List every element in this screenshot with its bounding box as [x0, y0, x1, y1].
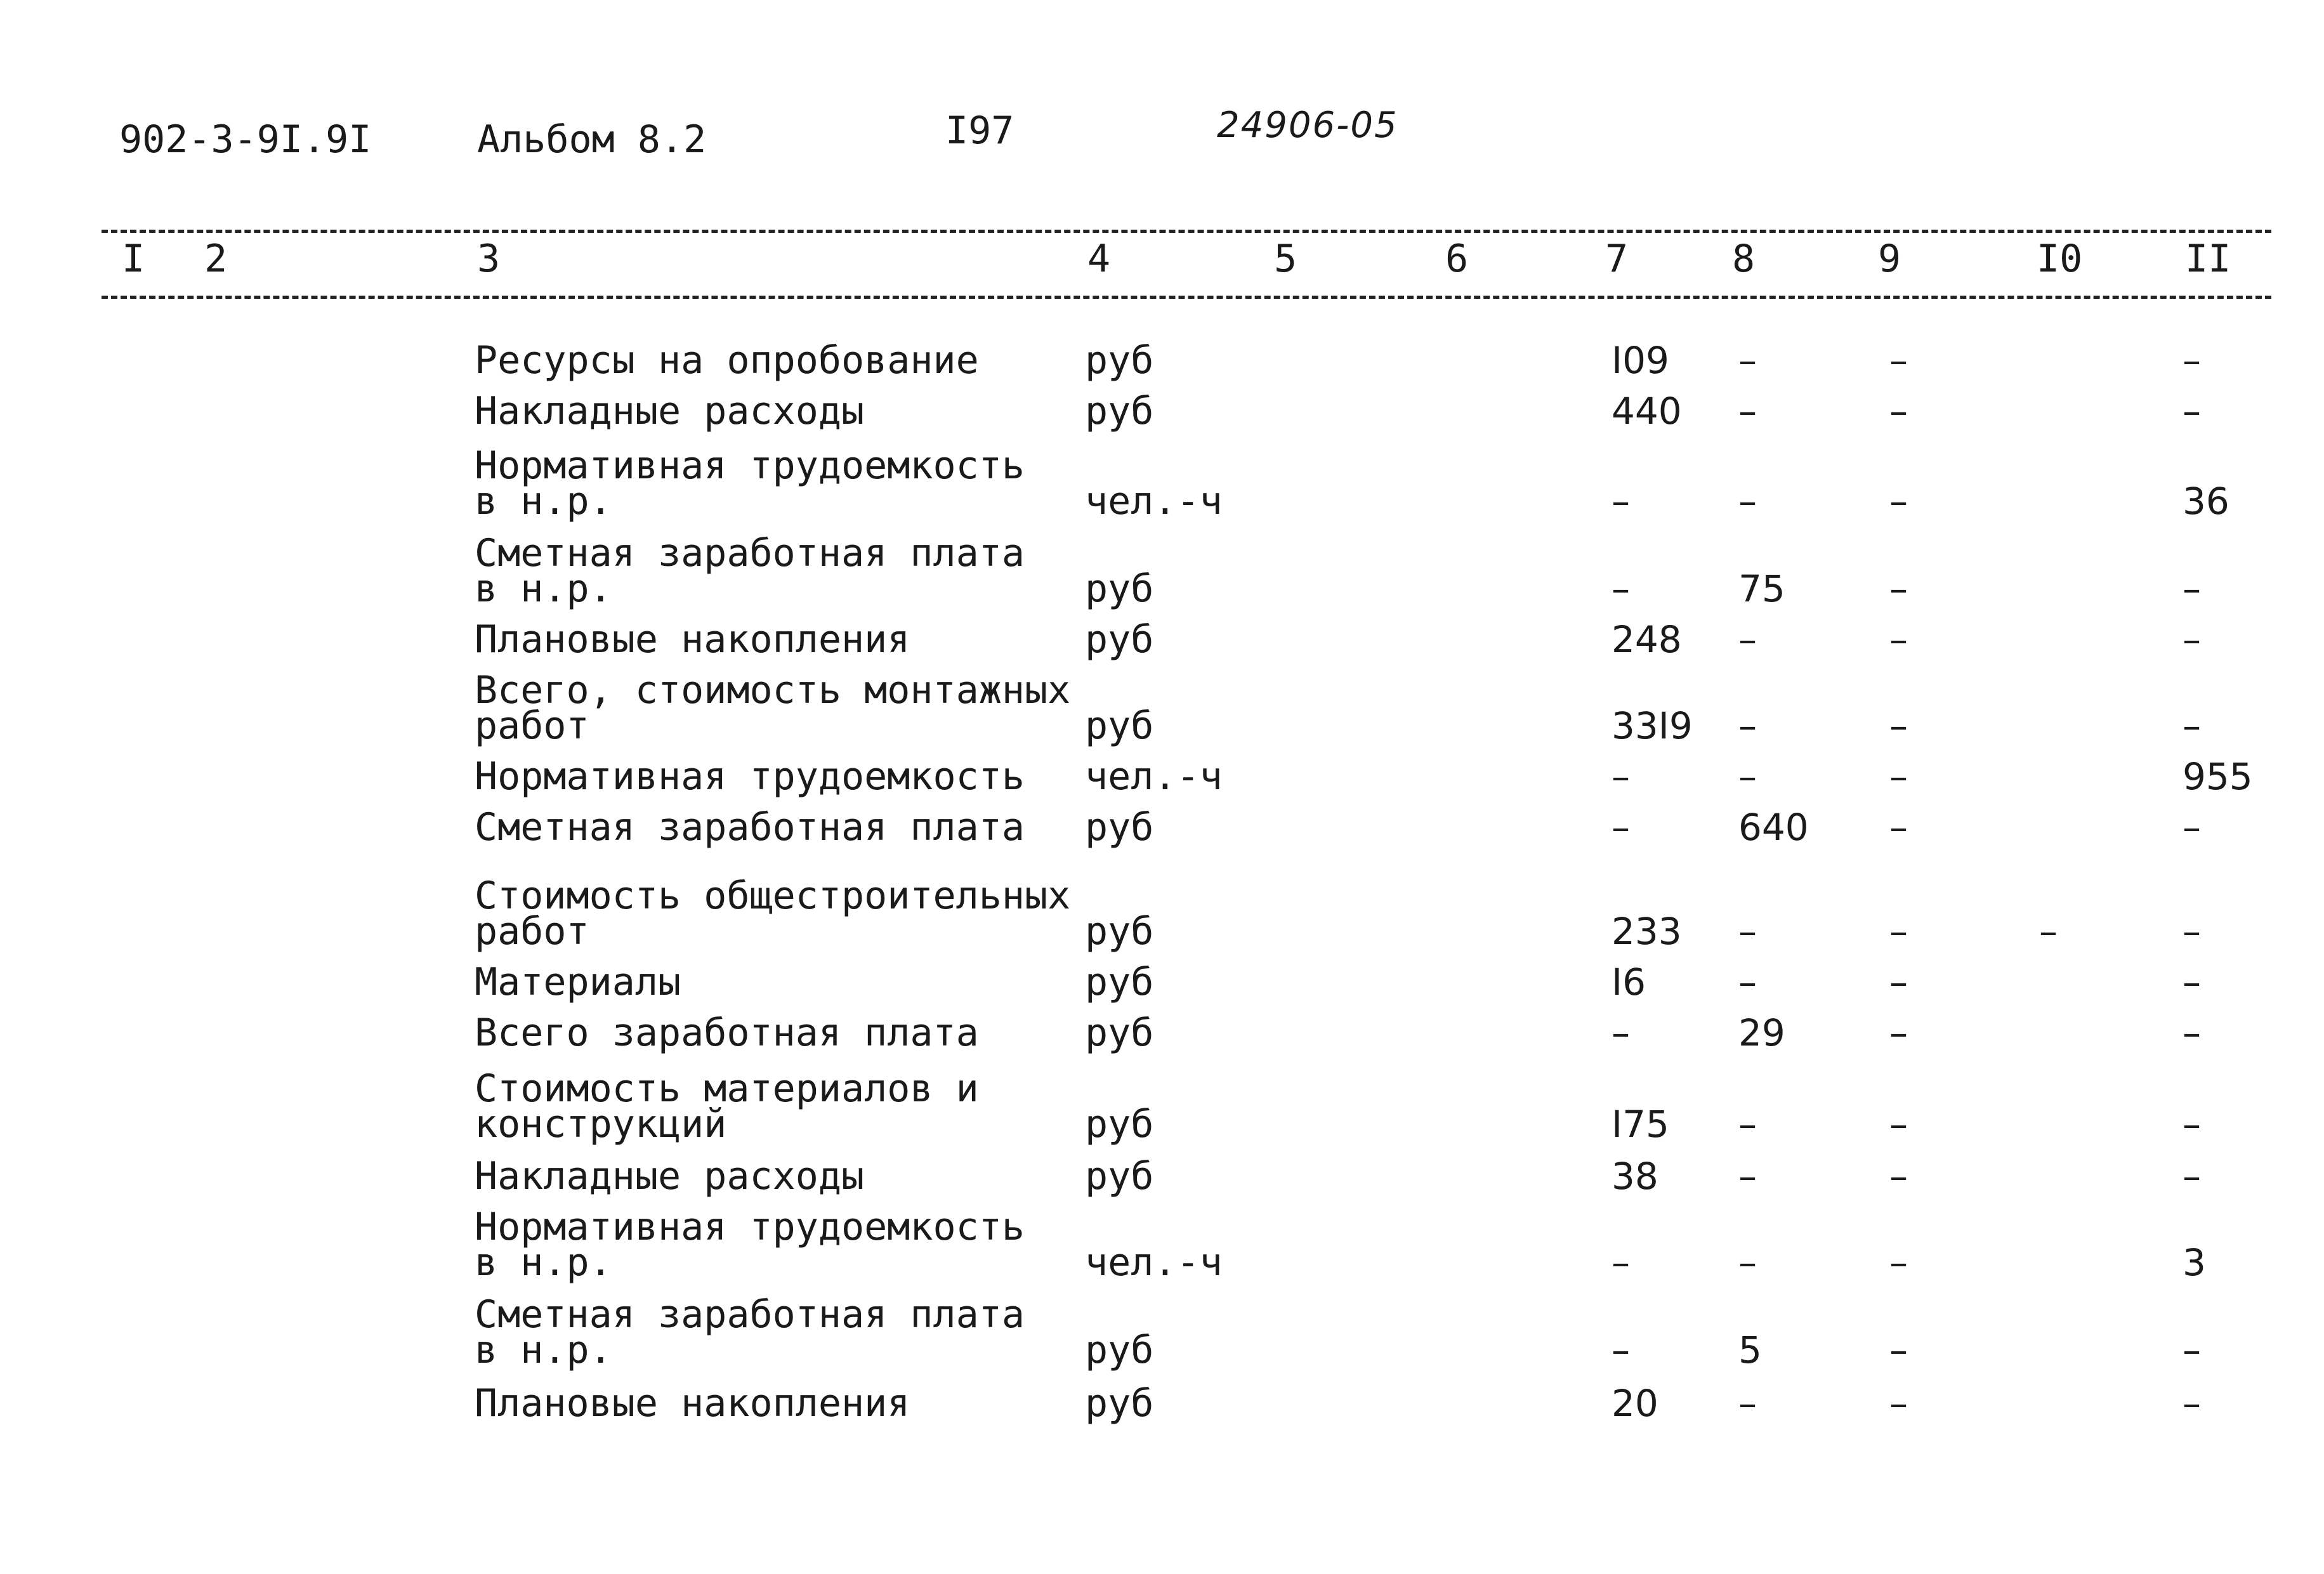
- row-label: Всего заработная плата: [475, 1011, 979, 1055]
- header-bottom-rule: [102, 296, 2271, 299]
- cell-col7: –: [1612, 480, 1630, 523]
- cell-col11: –: [2183, 390, 2201, 433]
- column-header-10: I0: [2037, 237, 2083, 281]
- cell-col9: –: [1889, 339, 1908, 382]
- cell-col8: –: [1738, 1241, 1757, 1284]
- cell-col7: 440: [1612, 390, 1682, 433]
- cell-col11: –: [2183, 1382, 2201, 1425]
- column-header-2: 2: [204, 237, 228, 281]
- cell-col9: –: [1889, 704, 1908, 747]
- cell-col7: –: [1612, 755, 1630, 798]
- cell-col9: –: [1889, 1011, 1908, 1054]
- cell-col7: –: [1612, 806, 1630, 849]
- cell-col11: 36: [2183, 480, 2229, 523]
- cell-col11: –: [2183, 1011, 2201, 1054]
- cell-col9: –: [1889, 1103, 1908, 1146]
- row-label: Материалы: [475, 960, 681, 1004]
- cell-col8: –: [1738, 1155, 1757, 1198]
- cell-col9: –: [1889, 1155, 1908, 1198]
- row-unit: руб: [1085, 1154, 1154, 1198]
- row-label: Стоимость общестроительных: [475, 874, 1071, 918]
- row-unit: руб: [1085, 389, 1154, 433]
- document-code: 902-3-9I.9I: [119, 117, 372, 162]
- cell-col7: 233: [1612, 910, 1682, 953]
- cell-col8: –: [1738, 961, 1757, 1004]
- row-label: Накладные расходы: [475, 389, 865, 433]
- row-unit: руб: [1085, 1381, 1154, 1426]
- row-label: Плановые накопления: [475, 617, 910, 662]
- row-label: конструкций: [475, 1102, 727, 1146]
- cell-col11: –: [2183, 704, 2201, 747]
- row-label: в н.р.: [475, 479, 612, 523]
- row-unit: чел.-ч: [1085, 754, 1223, 799]
- cell-col9: –: [1889, 480, 1908, 523]
- cell-col9: –: [1889, 755, 1908, 798]
- row-unit: чел.-ч: [1085, 479, 1223, 523]
- column-header-11: II: [2185, 237, 2231, 281]
- row-unit: руб: [1085, 567, 1154, 611]
- row-label: Ресурсы на опробование: [475, 338, 979, 383]
- row-unit: руб: [1085, 1102, 1154, 1146]
- cell-col9: –: [1889, 806, 1908, 849]
- column-header-1: I: [122, 237, 145, 281]
- cell-col11: –: [2183, 910, 2201, 953]
- cell-col7: –: [1612, 1241, 1630, 1284]
- cell-col11: 3: [2183, 1241, 2206, 1284]
- cell-col7: I09: [1612, 339, 1669, 382]
- cell-col9: –: [1889, 618, 1908, 661]
- cell-col8: –: [1738, 704, 1757, 747]
- column-header-4: 4: [1087, 237, 1111, 281]
- cell-col7: –: [1612, 1011, 1630, 1054]
- row-label: Всего, стоимость монтажных: [475, 668, 1071, 712]
- row-label: Сметная заработная плата: [475, 805, 1025, 849]
- cell-col11: –: [2183, 618, 2201, 661]
- cell-col8: 5: [1738, 1328, 1762, 1372]
- row-label: в н.р.: [475, 1328, 612, 1372]
- cell-col7: I6: [1612, 961, 1646, 1004]
- row-label: Стоимость материалов и: [475, 1066, 979, 1111]
- cell-col11: 955: [2183, 755, 2253, 798]
- cell-col11: –: [2183, 339, 2201, 382]
- row-unit: руб: [1085, 1011, 1154, 1055]
- cell-col7: 248: [1612, 618, 1682, 661]
- handwritten-stamp: 24906-05: [1217, 105, 1398, 146]
- row-label: Сметная заработная плата: [475, 531, 1025, 575]
- album-label: Альбом 8.2: [477, 117, 707, 162]
- cell-col8: –: [1738, 755, 1757, 798]
- column-header-8: 8: [1732, 237, 1756, 281]
- row-label: Накладные расходы: [475, 1154, 865, 1198]
- row-unit: руб: [1085, 909, 1154, 954]
- row-label: в н.р.: [475, 1240, 612, 1285]
- row-unit: чел.-ч: [1085, 1240, 1223, 1285]
- cell-col7: 38: [1612, 1155, 1658, 1198]
- row-label: Сметная заработная плата: [475, 1292, 1025, 1337]
- row-label: работ: [475, 909, 589, 954]
- cell-col9: –: [1889, 1328, 1908, 1372]
- cell-col9: –: [1889, 567, 1908, 610]
- column-header-9: 9: [1878, 237, 1901, 281]
- cell-col11: –: [2183, 806, 2201, 849]
- row-label: работ: [475, 704, 589, 748]
- row-unit: руб: [1085, 704, 1154, 748]
- row-label: в н.р.: [475, 567, 612, 611]
- cell-col7: 33I9: [1612, 704, 1693, 747]
- cell-col8: –: [1738, 480, 1757, 523]
- cell-col8: 640: [1738, 806, 1809, 849]
- cell-col9: –: [1889, 1241, 1908, 1284]
- cell-col8: 29: [1738, 1011, 1785, 1054]
- row-label: Плановые накопления: [475, 1381, 910, 1426]
- cell-col8: –: [1738, 910, 1757, 953]
- cell-col11: –: [2183, 961, 2201, 1004]
- cell-col11: –: [2183, 1103, 2201, 1146]
- cell-col9: –: [1889, 1382, 1908, 1425]
- row-unit: руб: [1085, 960, 1154, 1004]
- cell-col7: I75: [1612, 1103, 1669, 1146]
- row-unit: руб: [1085, 617, 1154, 662]
- row-label: Нормативная трудоемкость: [475, 443, 1025, 488]
- cell-col8: –: [1738, 618, 1757, 661]
- column-header-3: 3: [477, 237, 501, 281]
- row-label: Нормативная трудоемкость: [475, 754, 1025, 799]
- cell-col9: –: [1889, 390, 1908, 433]
- cell-col8: –: [1738, 339, 1757, 382]
- cell-col8: –: [1738, 1382, 1757, 1425]
- page-number: I97: [945, 108, 1014, 153]
- column-header-7: 7: [1605, 237, 1629, 281]
- cell-col7: –: [1612, 567, 1630, 610]
- cell-col9: –: [1889, 961, 1908, 1004]
- cell-col8: –: [1738, 1103, 1757, 1146]
- column-header-5: 5: [1274, 237, 1297, 281]
- cell-col11: –: [2183, 1155, 2201, 1198]
- column-header-6: 6: [1445, 237, 1469, 281]
- cell-col10: –: [2039, 910, 2058, 953]
- row-label: Нормативная трудоемкость: [475, 1205, 1025, 1249]
- row-unit: руб: [1085, 338, 1154, 383]
- cell-col7: –: [1612, 1328, 1630, 1372]
- cell-col11: –: [2183, 1328, 2201, 1372]
- row-unit: руб: [1085, 1328, 1154, 1372]
- cell-col11: –: [2183, 567, 2201, 610]
- cell-col8: 75: [1738, 567, 1785, 610]
- row-unit: руб: [1085, 805, 1154, 849]
- cell-col9: –: [1889, 910, 1908, 953]
- cell-col7: 20: [1612, 1382, 1658, 1425]
- cell-col8: –: [1738, 390, 1757, 433]
- header-top-rule: [102, 230, 2271, 233]
